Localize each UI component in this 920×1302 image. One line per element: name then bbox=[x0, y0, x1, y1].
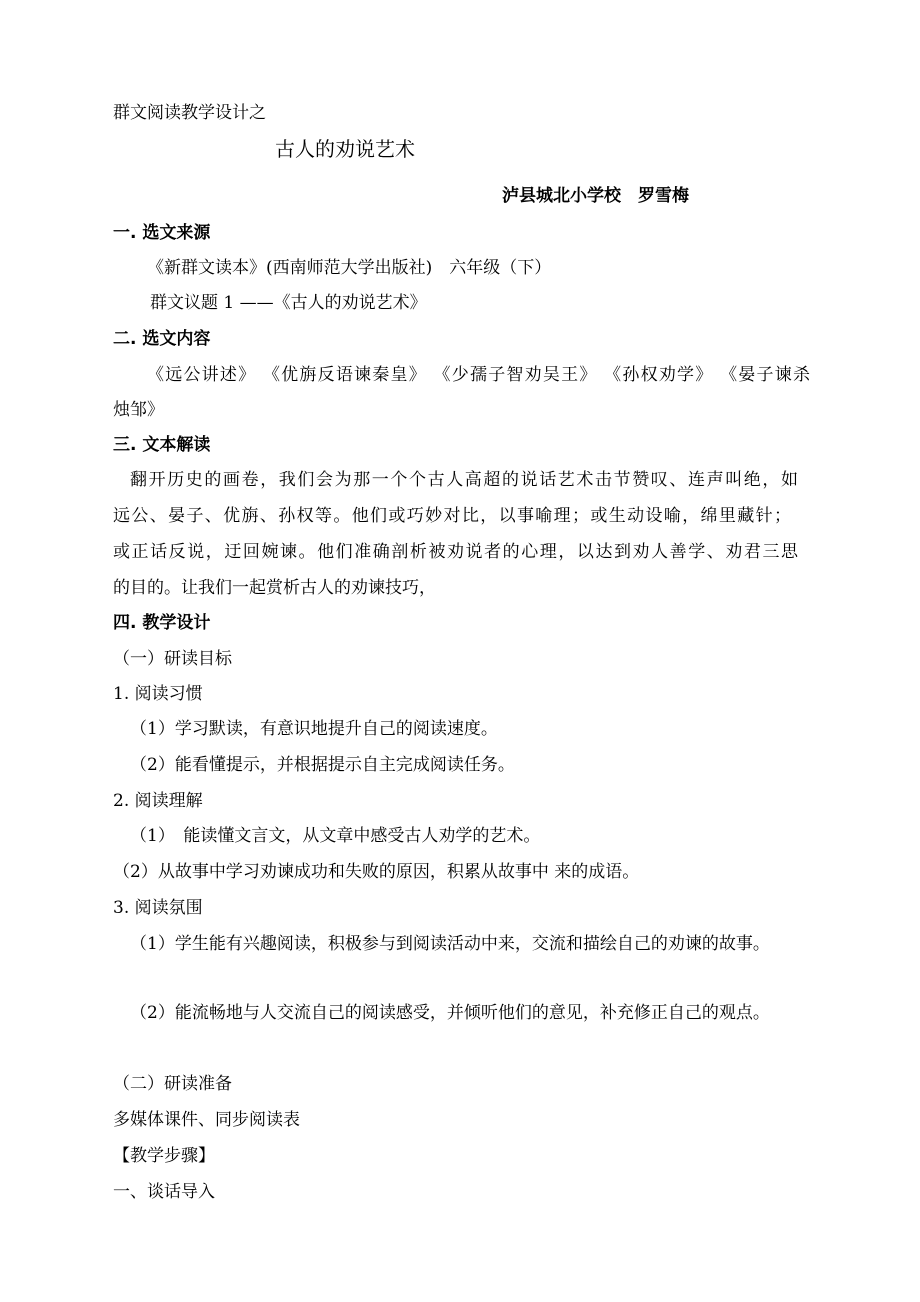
section-heading-design: 四. 教学设计 bbox=[113, 613, 211, 633]
content-line-1: 《远公讲述》 《优旃反语谏秦皇》 《少孺子智劝吴王》 《孙权劝学》 《晏子谏杀 bbox=[147, 365, 810, 385]
source-book: 《新群文读本》(西南师范大学出版社) 六年级（下） bbox=[147, 258, 552, 278]
goal-2b: （2）从故事中学习劝谏成功和失败的原因，积累从故事中 来的成语。 bbox=[113, 862, 640, 882]
reading-para-line-3: 或正话反说，迂回婉谏。他们准确剖析被劝说者的心理，以达到劝人善学、劝君三思 bbox=[113, 542, 798, 562]
teaching-steps-heading: 【教学步骤】 bbox=[113, 1146, 215, 1166]
goal-2: 2. 阅读理解 bbox=[113, 791, 203, 811]
step-1: 一、谈话导入 bbox=[113, 1182, 215, 1202]
reading-para-line-1: 翻开历史的画卷，我们会为那一个个古人高超的说话艺术击节赞叹、连声叫绝，如 bbox=[130, 470, 798, 490]
section-heading-reading: 三. 文本解读 bbox=[113, 435, 211, 455]
content-line-2: 烛邹》 bbox=[113, 400, 164, 420]
goal-1: 1. 阅读习惯 bbox=[113, 684, 203, 704]
goal-3: 3. 阅读氛围 bbox=[113, 898, 203, 918]
source-topic: 群文议题 1 ——《古人的劝说艺术》 bbox=[150, 293, 427, 313]
goal-1b: （2）能看懂提示，并根据提示自主完成阅读任务。 bbox=[130, 755, 515, 775]
goal-3a: （1）学生能有兴趣阅读，积极参与到阅读活动中来，交流和描绘自己的劝谏的故事。 bbox=[130, 934, 770, 954]
section-heading-content: 二. 选文内容 bbox=[113, 329, 211, 349]
preparation-text: 多媒体课件、同步阅读表 bbox=[113, 1110, 300, 1130]
subheading-preparation: （二）研读准备 bbox=[113, 1074, 232, 1094]
goal-2a: （1） 能读懂文言文，从文章中感受古人劝学的艺术。 bbox=[130, 826, 541, 846]
subheading-goals: （一）研读目标 bbox=[113, 649, 232, 669]
reading-para-line-2: 远公、晏子、优旃、孙权等。他们或巧妙对比，以事喻理；或生动设喻，绵里藏针； bbox=[113, 506, 791, 526]
goal-1a: （1）学习默读，有意识地提升自己的阅读速度。 bbox=[130, 719, 498, 739]
author-line: 泸县城北小学校 罗雪梅 bbox=[502, 186, 689, 206]
reading-para-line-4: 的目的。让我们一起赏析古人的劝谏技巧， bbox=[113, 578, 436, 598]
goal-3b: （2）能流畅地与人交流自己的阅读感受，并倾听他们的意见，补充修正自己的观点。 bbox=[130, 1003, 770, 1023]
section-heading-source: 一. 选文来源 bbox=[113, 223, 211, 243]
pretitle: 群文阅读教学设计之 bbox=[113, 103, 266, 123]
page-title: 古人的劝说艺术 bbox=[275, 137, 415, 161]
